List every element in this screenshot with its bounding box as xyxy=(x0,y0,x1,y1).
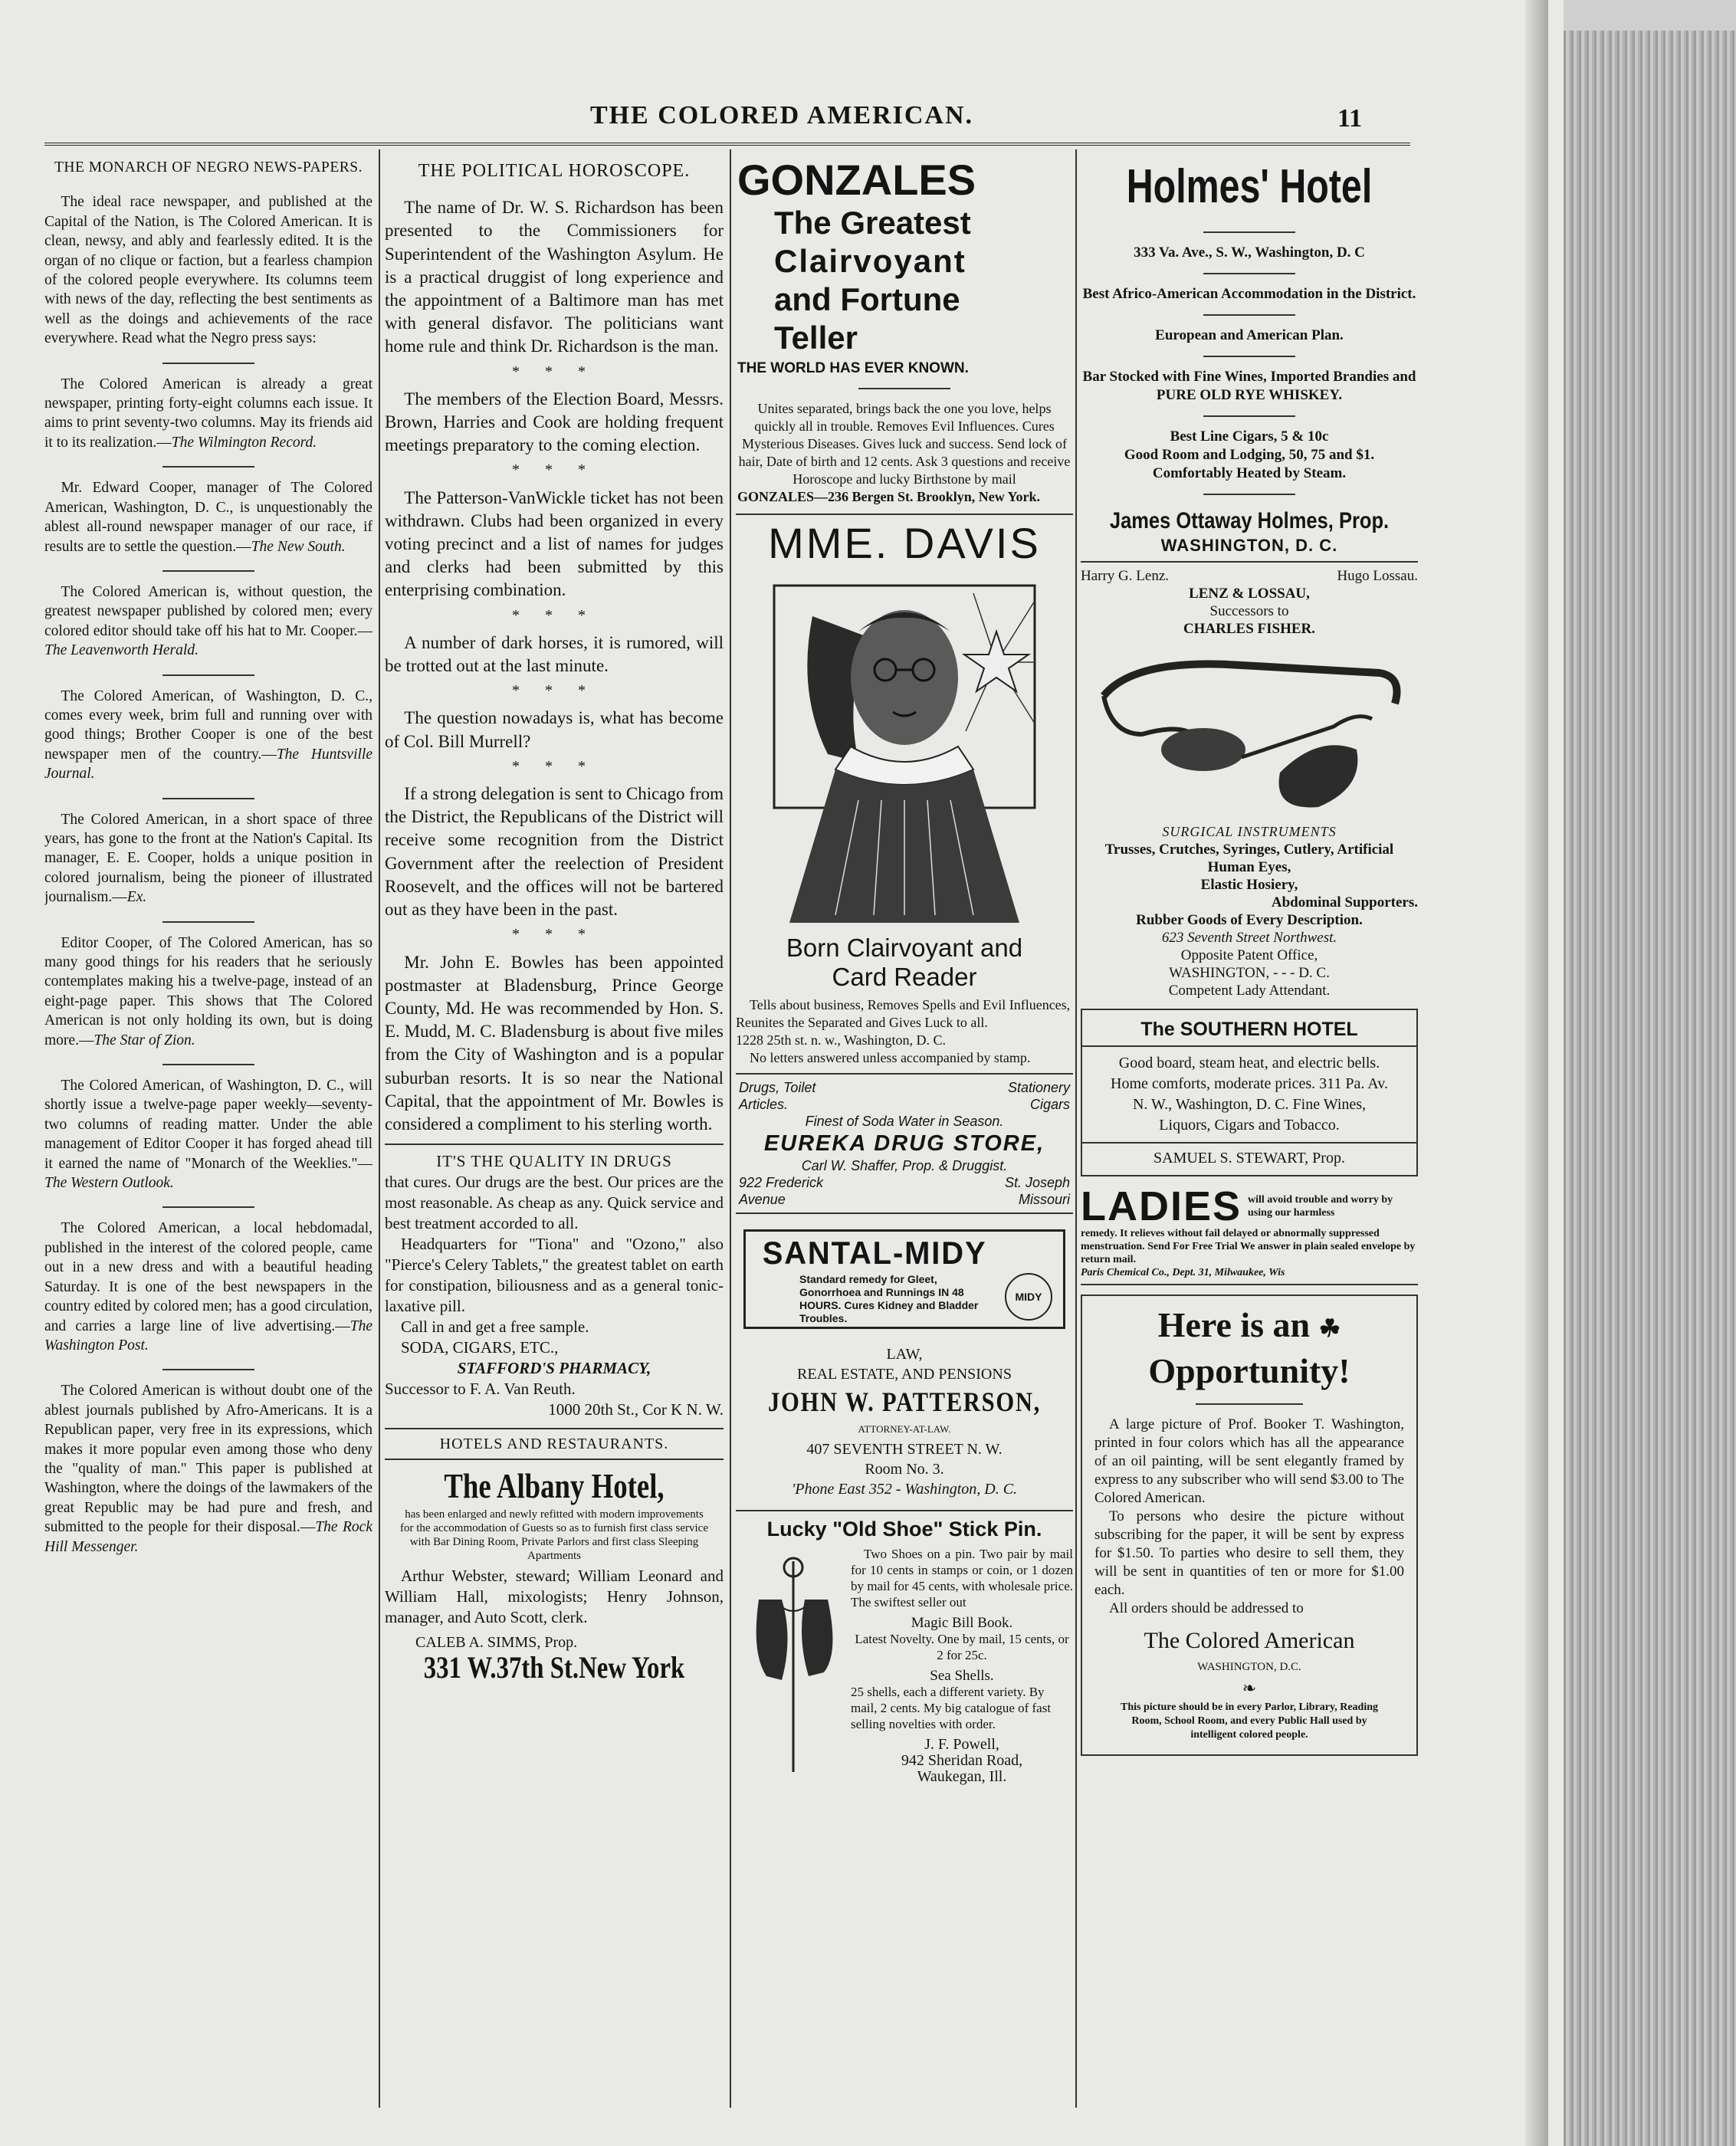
lenz-body: Trusses, Crutches, Syringes, Cutlery, Artificial Human Eyes, xyxy=(1104,842,1394,875)
lenz-line: Opposite Patent Office, xyxy=(1180,947,1318,963)
masthead-rule xyxy=(44,143,1410,146)
eureka-text: Stationery xyxy=(1007,1080,1070,1095)
gonzales-line: The Greatest xyxy=(774,205,971,241)
quote-text: The Colored American, in a short space of three years, has gone to the front at the Nation's Capital. Its manager, E. E. Cooper, holds a unique position in colored journalism, being the pioneer of illustrated journalism.— xyxy=(44,811,372,906)
lenz-line: 623 Seventh Street Northwest. xyxy=(1161,930,1337,946)
quote-separator xyxy=(162,798,254,799)
eureka-text: 922 Frederick xyxy=(739,1175,824,1190)
press-quote xyxy=(44,1219,372,1355)
holmes-name: Holmes' Hotel xyxy=(1126,160,1373,213)
quote-text: Editor Cooper, of The Colored American, has so many good things for his readers that he seriously contemplates making his a twelve-page, instead of an eight-page paper. This shows that The Colored American is not only holding its own, but is doing more.— xyxy=(44,934,372,1048)
column-rule xyxy=(1075,149,1077,2108)
horoscope-item: The Patterson-VanWickle ticket has not been withdrawn. Clubs had been organized in every voting precinct and a list of names for judges and clerks had been submitted by this enterprising combination. xyxy=(385,487,724,600)
shoe-body: Two Shoes on a pin. Two pair by mail for 10 cents in stamps or coin, or 1 dozen by mail for 45 cents, with wholesale price. The swiftest seller out xyxy=(851,1547,1073,1610)
lenz-line: Abdominal Supporters. xyxy=(1271,894,1418,911)
patterson-address: 407 SEVENTH STREET N. W. xyxy=(806,1441,1003,1458)
eureka-text: Avenue xyxy=(739,1192,786,1207)
press-quote xyxy=(44,810,372,907)
clover-icon: ☘ xyxy=(1318,1314,1341,1342)
holmes-line: Best Line Cigars, 5 & 10c xyxy=(1170,428,1329,445)
quote-separator xyxy=(162,466,254,468)
opportunity-note: This picture should be in every Parlor, Library, Reading Room, School Room, and every Public Hall used by intelligent colored people. xyxy=(1120,1701,1379,1741)
column-ads-1 xyxy=(736,153,1073,1785)
eureka-name: EUREKA DRUG STORE, xyxy=(763,1131,1045,1156)
star-icon xyxy=(964,632,1029,691)
santal-name: SANTAL-MIDY xyxy=(762,1235,987,1271)
truss-illustration xyxy=(1088,642,1410,819)
horoscope-items xyxy=(385,196,724,1136)
lenz-line: Competent Lady Attendant. xyxy=(1168,983,1331,999)
gonzales-line: and Fortune xyxy=(774,281,960,317)
davis-title: Card Reader xyxy=(832,963,977,991)
gonzales-body: Unites separated, brings back the one you love, helps quickly all in trouble. Removes Evil Influences. Cures Mysterious Diseases. Gives luck and success. Send lock of hair, Date of birth and 12 cents. Ask 3 questions and receive Horoscope and lucky Birthstone by mail xyxy=(738,401,1071,487)
quote-separator xyxy=(162,674,254,676)
patterson-sub: REAL ESTATE, AND PENSIONS xyxy=(797,1366,1012,1383)
holmes-city: WASHINGTON, D. C. xyxy=(1160,536,1338,555)
holmes-line: Bar Stocked with Fine Wines, Imported Brandies and xyxy=(1082,369,1416,385)
pharmacy-body-2: Headquarters for "Tiona" and "Ozono," also "Pierce's Celery Tablets," the greatest tablet on earth for constipation, biliousness and as a general tonic-laxative pill. xyxy=(385,1235,724,1316)
albany-prop: CALEB A. SIMMS, Prop. xyxy=(415,1634,578,1652)
pharmacy-soda: SODA, CIGARS, ETC., xyxy=(401,1338,559,1357)
column-rule xyxy=(379,149,380,2108)
horoscope-item: The name of Dr. W. S. Richardson has been presented to the Commissioners for Superintendent of the Washington Asylum. He is a practical druggist of long experience and the appointment of a Baltimore man has met with general disfavor. The politicians want home rule and think Dr. Richardson is the man. xyxy=(385,198,724,356)
gonzales-line: Clairvoyant xyxy=(774,243,966,279)
albany-name: The Albany Hotel, xyxy=(444,1466,665,1506)
eureka-text: Drugs, Toilet xyxy=(739,1080,816,1095)
quote-source: The Huntsville Journal. xyxy=(44,746,372,783)
southern-prop: SAMUEL S. STEWART, Prop. xyxy=(1154,1150,1345,1167)
column-horoscope xyxy=(385,153,724,1679)
quote-source: The New South. xyxy=(251,538,346,555)
article-intro: The ideal race newspaper, and published at the Capital of the Nation, is The Colored American. It is clean, newsy, and ably and fearlessly edited. It is the organ of no clique or faction, but a fearless champion of the colored people everywhere. Its columns teem with news of the day, reflecting the best sentiments as well as the doings and achievements of the race everywhere. Read what the Negro press says: xyxy=(44,194,372,347)
shoe-addr: 942 Sheridan Road, xyxy=(901,1752,1023,1769)
davis-ad xyxy=(736,514,1073,1067)
page-edges xyxy=(1541,31,1736,2146)
opportunity-body-2: To persons who desire the picture without subscribing for the paper, it will be sent by express for $1.50. To parties who desire to sell them, they will be sent in quantities of ten or more for $1.00 each. xyxy=(1094,1508,1404,1598)
lenz-line: Elastic Hosiery, xyxy=(1200,877,1298,893)
lenz-heading: SURGICAL INSTRUMENTS xyxy=(1162,824,1337,839)
lenz-ad xyxy=(1081,561,1418,999)
quote-separator xyxy=(162,1369,254,1370)
gonzales-name: GONZALES xyxy=(737,156,976,204)
quote-source: The Washington Post. xyxy=(44,1317,372,1354)
quote-separator xyxy=(162,921,254,923)
ladies-footer: Paris Chemical Co., Dept. 31, Milwaukee, Wis xyxy=(1081,1267,1285,1278)
opportunity-title-2: Opportunity! xyxy=(1148,1351,1350,1390)
gonzales-address: GONZALES—236 Bergen St. Brooklyn, New York. xyxy=(737,489,1041,504)
patterson-law: LAW, xyxy=(886,1346,923,1363)
patterson-room: Room No. 3. xyxy=(865,1461,944,1478)
quote-source: The Western Outlook. xyxy=(44,1175,174,1192)
quote-separator xyxy=(162,1064,254,1065)
lenz-partner: Hugo Lossau. xyxy=(1337,568,1418,584)
eureka-text: Finest of Soda Water in Season. xyxy=(805,1114,1004,1129)
opportunity-body: A large picture of Prof. Booker T. Washington, printed in four colors which has all the appearance of an oil painting, will be sent elegantly framed by express to any subscriber who will send $3.00 to The Colored American. xyxy=(1094,1416,1404,1506)
quote-source: The Wilmington Record. xyxy=(171,434,317,451)
shoe-title: Lucky "Old Shoe" Stick Pin. xyxy=(766,1518,1042,1541)
southern-body: Good board, steam heat, and electric bells. Home comforts, moderate prices. 311 Pa. Av. N. W., Washington, D. C. Fine Wines, Liquors, Cigars and Tobacco. xyxy=(1111,1055,1388,1134)
patterson-phone: 'Phone East 352 - Washington, D. C. xyxy=(791,1481,1018,1498)
pharmacy-ad xyxy=(385,1151,724,1420)
binding-shadow xyxy=(1525,0,1548,2146)
star-divider: * * * xyxy=(512,926,596,943)
davis-address: 1228 25th st. n. w., Washington, D. C. xyxy=(736,1032,947,1048)
davis-body: Tells about business, Removes Spells and Evil Influences, Reunites the Separated and Gives Luck to all. xyxy=(736,997,1071,1030)
opportunity-title xyxy=(1094,1304,1404,1350)
lenz-succ: Successors to xyxy=(1209,603,1289,619)
opportunity-ad xyxy=(1081,1294,1418,1756)
press-quote xyxy=(44,1381,372,1557)
holmes-line: European and American Plan. xyxy=(1155,327,1344,343)
press-quote xyxy=(44,375,372,453)
quote-list xyxy=(44,363,372,1557)
gonzales-sub: THE WORLD HAS EVER KNOWN. xyxy=(737,360,969,376)
pharmacy-sample: Call in and get a free sample. xyxy=(401,1317,589,1337)
star-divider: * * * xyxy=(512,606,596,624)
shoe-body-3: 25 shells, each a different variety. By mail, 2 cents. My big catalogue of fast selling novelties with order. xyxy=(851,1685,1052,1731)
santal-body: Standard remedy for Gleet, Gonorrhoea and Runnings IN 48 HOURS. Cures Kidney and Bladder Troubles. xyxy=(799,1273,979,1324)
albany-ad xyxy=(385,1465,724,1678)
quote-source: Ex. xyxy=(126,889,147,906)
article-heading: THE MONARCH OF NEGRO NEWS-PAPERS. xyxy=(54,159,363,176)
quote-text: The Colored American, of Washington, D. C., comes every week, brim full and running over with good things; Brother Cooper is one of the best newspaper men of the country.— xyxy=(44,687,372,763)
article-heading: THE POLITICAL HOROSCOPE. xyxy=(418,161,691,181)
shoe-pin-illustration xyxy=(736,1546,851,1776)
holmes-line: Good Room and Lodging, 50, 75 and $1. xyxy=(1124,447,1375,463)
hotels-heading: HOTELS AND RESTAURANTS. xyxy=(439,1436,669,1453)
star-divider: * * * xyxy=(512,682,596,700)
ladies-ad xyxy=(1081,1183,1418,1285)
quote-text: The Colored American, a local hebdomadal, published in the interest of the colored people, came out in a new dress and with a beautiful heading Saturday. It is one of the best newspapers in the country edited by colored men; has a good circulation, and carries a large line of live advertising.— xyxy=(44,1220,372,1334)
opportunity-city: WASHINGTON, D.C. xyxy=(1197,1661,1301,1673)
column-ads-2 xyxy=(1081,153,1418,1756)
eureka-text: Cigars xyxy=(1029,1097,1070,1112)
davis-name: MME. DAVIS xyxy=(768,519,1041,567)
pharmacy-successor: Successor to F. A. Van Reuth. xyxy=(385,1380,576,1399)
press-quote xyxy=(44,1076,372,1193)
quote-separator xyxy=(162,363,254,364)
southern-name: The SOUTHERN HOTEL xyxy=(1140,1019,1358,1040)
press-quote xyxy=(44,582,372,661)
shoe-body-2: Latest Novelty. One by mail, 15 cents, or 2 for 25c. xyxy=(855,1632,1069,1662)
quote-text: The Colored American is without doubt one of the ablest journals published by Afro-Americans. It is a Republican paper, very free in its expressions, which makes it more popular even among those who deny the "quality of man." This paper is published at Washington, where the doings of the lawmakers of the great Republic may be had pure and fresh, and submitted to the people for their disposal.— xyxy=(44,1383,372,1536)
quote-source: The Leavenworth Herald. xyxy=(44,642,199,659)
column-monarch xyxy=(44,153,372,1570)
quote-text: Mr. Edward Cooper, manager of The Colored American, Washington, D. C., is unquestionably the ablest all-round newspaper manager of our race, if results are to settle the question.— xyxy=(44,480,372,555)
patterson-ad xyxy=(736,1337,1073,1511)
quote-text: The Colored American is already a great newspaper, printing forty-eight columns each issue. It aims to print seventy-two columns. May its friends aid it to its realization.— xyxy=(44,376,372,451)
quote-text: The Colored American is, without question, the greatest newspaper published by colored men; every colored editor should take off his hat to Mr. Cooper.— xyxy=(44,583,372,639)
pharmacy-address: 1000 20th St., Cor K N. W. xyxy=(548,1400,724,1419)
lenz-line: Rubber Goods of Every Description. xyxy=(1136,912,1363,928)
shoe-sea: Sea Shells. xyxy=(930,1668,994,1684)
shoe-pin-ad xyxy=(736,1511,1073,1785)
santal-seal: MIDY xyxy=(1005,1273,1052,1321)
star-divider: * * * xyxy=(512,757,596,775)
masthead: THE COLORED AMERICAN. xyxy=(589,101,974,130)
ladies-body: remedy. It relieves without fail delayed or abnormally suppressed menstruation. Send For Free Trial We answer in plain sealed envelope by return mail. xyxy=(1081,1228,1416,1265)
opportunity-body-3: All orders should be addressed to xyxy=(1109,1600,1304,1616)
holmes-line: Comfortably Heated by Steam. xyxy=(1152,465,1347,481)
shoe-name: J. F. Powell, xyxy=(924,1736,999,1753)
lenz-line: WASHINGTON, - - - D. C. xyxy=(1169,965,1330,981)
eureka-prop: Carl W. Shaffer, Prop. & Druggist. xyxy=(801,1158,1008,1173)
column-rule xyxy=(730,149,731,2108)
ladies-right: will avoid trouble and worry by using our harmless xyxy=(1248,1194,1393,1219)
quote-source: The Star of Zion. xyxy=(94,1032,195,1048)
ornament-icon: ❧ xyxy=(1242,1678,1257,1698)
davis-title: Born Clairvoyant and xyxy=(786,934,1023,962)
horoscope-item: The members of the Election Board, Messrs. Brown, Harries and Cook are holding frequent meetings preparatory to the coming election. xyxy=(385,389,724,455)
lenz-name: LENZ & LOSSAU, xyxy=(1189,586,1310,602)
gonzales-line: Teller xyxy=(774,320,858,356)
shoe-bill: Magic Bill Book. xyxy=(911,1615,1013,1631)
horoscope-item: If a strong delegation is sent to Chicago from the District, the Republicans of the District will receive some recognition from the District Government after the reelection of President Roosevelt, and the offices will not be bartered out as they have been in the past. xyxy=(385,784,724,920)
gonzales-ad xyxy=(736,153,1073,514)
horoscope-item: The question nowadays is, what has become of Col. Bill Murrell? xyxy=(385,708,724,751)
shoe-addr: Waukegan, Ill. xyxy=(917,1768,1007,1785)
quote-source: The Rock Hill Messenger. xyxy=(44,1519,372,1555)
holmes-prop: James Ottaway Holmes, Prop. xyxy=(1109,508,1390,533)
portrait-illustration xyxy=(743,570,1065,930)
eureka-text: St. Joseph xyxy=(1004,1175,1070,1190)
pharmacy-headline: IT'S THE QUALITY IN DRUGS xyxy=(436,1152,672,1171)
press-quote xyxy=(44,934,372,1050)
holmes-ad xyxy=(1081,153,1418,555)
eureka-text: Articles. xyxy=(739,1097,789,1112)
pharmacy-name: STAFFORD'S PHARMACY, xyxy=(457,1359,651,1378)
eureka-ad xyxy=(736,1073,1073,1214)
horoscope-item: A number of dark horses, it is rumored, will be trotted out at the last minute. xyxy=(385,632,724,676)
albany-staff: Arthur Webster, steward; William Leonard and William Hall, mixologists; Henry Johnson, manager, and Auto Scott, clerk. xyxy=(385,1567,724,1627)
holmes-address: 333 Va. Ave., S. W., Washington, D. C xyxy=(1134,244,1365,261)
quote-text: The Colored American, of Washington, D. C., will shortly issue a twelve-page paper weekly—seventy-two columns of reading matter. Under the able management of Editor Cooper it has forged ahead till it earned the name of "Monarch of the Weeklies."— xyxy=(44,1078,372,1172)
albany-body: has been enlarged and newly refitted with modern improvements for the accommodation of Guests so as to furnish first class service with Bar Dining Room, Private Parlors and first class Sleeping Apartments xyxy=(400,1508,708,1563)
holmes-line: Best Africo-American Accommodation in the District. xyxy=(1082,286,1416,302)
patterson-name: JOHN W. PATTERSON, xyxy=(768,1386,1041,1417)
page-number: 11 xyxy=(1337,104,1363,133)
holmes-line: PURE OLD RYE WHISKEY. xyxy=(1156,387,1343,403)
opportunity-title-1: Here is an xyxy=(1157,1305,1311,1344)
press-quote xyxy=(44,687,372,784)
quote-separator xyxy=(162,1206,254,1208)
star-divider: * * * xyxy=(512,363,596,380)
southern-hotel-ad xyxy=(1081,1009,1418,1176)
press-quote xyxy=(44,478,372,556)
horoscope-item: Mr. John E. Bowles has been appointed postmaster at Bladensburg, Prince George County, Md. He was recommended by Hon. S. E. Mudd, M. C. Bladensburg is about five miles from the City of Washington and is a popular suburban resorts. It is so near the National Capital, that the appointment of Mr. Bowles is considered a compliment to his sterling worth. xyxy=(385,952,724,1134)
ladies-name: LADIES xyxy=(1081,1183,1242,1229)
star-divider: * * * xyxy=(512,461,596,479)
opportunity-name: The Colored American xyxy=(1144,1628,1355,1653)
santal-ad xyxy=(743,1229,1065,1329)
pharmacy-body: that cures. Our drugs are the best. Our prices are the most reasonable. As cheap as any. Quick service and best treatment accorded to all. xyxy=(385,1173,724,1233)
quote-separator xyxy=(162,570,254,572)
davis-note: No letters answered unless accompanied by stamp. xyxy=(750,1050,1031,1065)
albany-address: 331 W.37th St.New York xyxy=(423,1649,685,1679)
lenz-partner: Harry G. Lenz. xyxy=(1081,568,1170,584)
patterson-title: ATTORNEY-AT-LAW. xyxy=(858,1423,951,1435)
eureka-text: Missouri xyxy=(1018,1192,1070,1207)
lenz-fisher: CHARLES FISHER. xyxy=(1183,621,1316,637)
